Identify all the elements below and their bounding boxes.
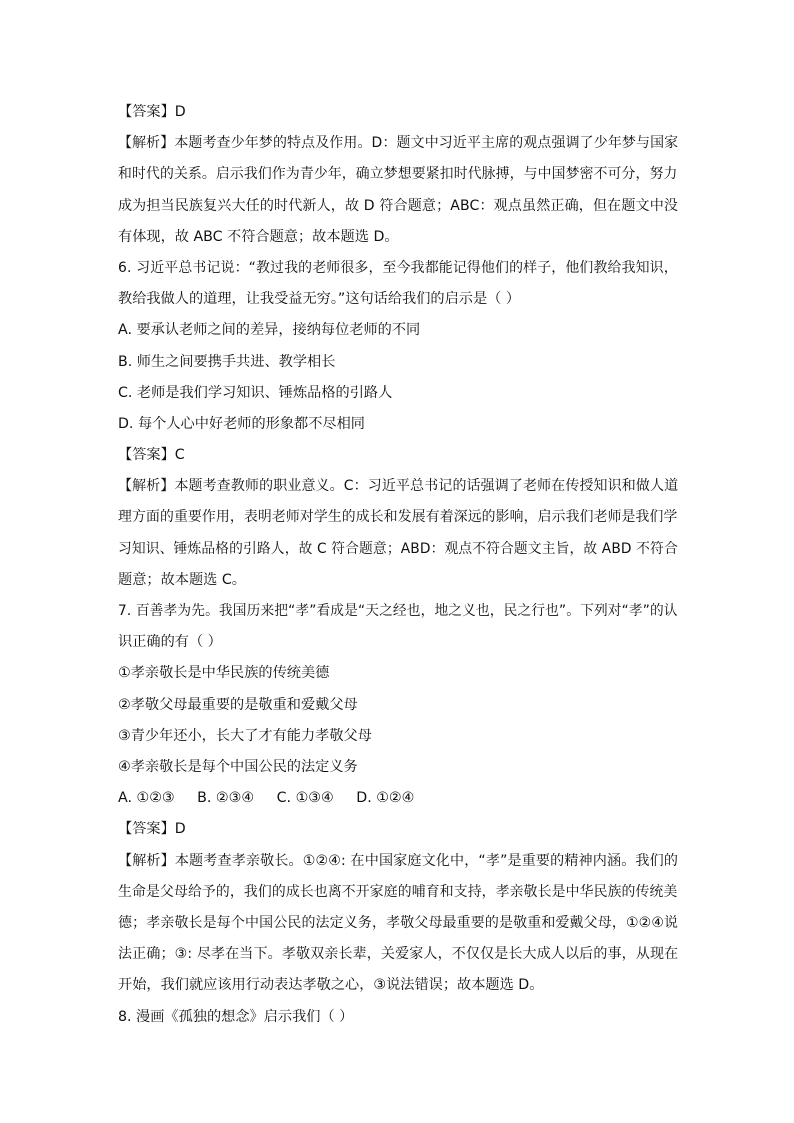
q5-analysis-line-3: 成为担当民族复兴大任的时代新人，故 D 符合题意；ABC：观点虽然正确，但在题文中没 (118, 198, 679, 214)
q6-stem-line-1: 6. 习近平总书记说：“教过我的老师很多，至今我都能记得他们的样子，他们教给我知识， (118, 260, 678, 276)
q6-option-b: B. 师生之间要携手共进、教学相长 (118, 354, 336, 370)
q6-analysis-line-4: 题意；故本题选 C。 (118, 572, 246, 588)
q7-answer: 【答案】D (118, 821, 186, 837)
q7-statement-4: ④孝亲敬长是每个中国公民的法定义务 (118, 759, 358, 775)
q7-statement-2: ②孝敬父母最重要的是敬重和爱戴父母 (118, 697, 358, 713)
q7-analysis-line-1: 【解析】本题考查孝亲敬长。①②④: 在中国家庭文化中，“孝”是重要的精神内涵。我们的 (118, 853, 679, 869)
q7-options: A. ①②③ B. ②③④ C. ①③④ D. ①②④ (118, 790, 415, 806)
q7-stem-line-2: 识正确的有（ ） (118, 634, 222, 650)
q5-analysis-line-2: 和时代的关系。启示我们作为青少年，确立梦想要紧扣时代脉搏，与中国梦密不可分，努力 (118, 166, 678, 182)
q6-analysis-line-1: 【解析】本题考查教师的职业意义。C：习近平总书记的话强调了老师在传授知识和做人道 (118, 478, 679, 494)
q7-statement-1: ①孝亲敬长是中华民族的传统美德 (118, 665, 330, 681)
q6-analysis-line-2: 理方面的重要作用，表明老师对学生的成长和发展有着深远的影响，启示我们老师是我们学 (118, 509, 678, 525)
q6-option-c: C. 老师是我们学习知识、锤炼品格的引路人 (118, 385, 393, 401)
q5-analysis-line-1: 【解析】本题考查少年梦的特点及作用。D：题文中习近平主席的观点强调了少年梦与国家 (118, 135, 679, 151)
q7-stem-line-1: 7. 百善孝为先。我国历来把“孝”看成是“天之经也，地之义也，民之行也”。下列对“孝”的认 (118, 603, 678, 619)
q5-answer: 【答案】D (118, 104, 186, 120)
q5-analysis-line-4: 有体现，故 ABC 不符合题意；故本题选 D。 (118, 229, 399, 245)
q7-analysis-line-4: 法正确；③: 尽孝在当下。孝敬双亲长辈，关爱家人，不仅仅是长大成人以后的事，从现在 (118, 946, 679, 962)
q7-analysis-line-3: 德；孝亲敬长是每个中国公民的法定义务，孝敬父母最重要的是敬重和爱戴父母，①②④说 (118, 915, 679, 931)
q6-option-a: A. 要承认老师之间的差异，接纳每位老师的不同 (118, 322, 421, 338)
q7-statement-3: ③青少年还小，长大了才有能力孝敬父母 (118, 728, 372, 744)
q6-answer: 【答案】C (118, 447, 185, 463)
q6-option-d: D. 每个人心中好老师的形象都不尽相同 (118, 416, 365, 432)
q6-analysis-line-3: 习知识、锤炼品格的引路人，故 C 符合题意；ABD：观点不符合题文主旨，故 ABD 不符合 (118, 541, 678, 557)
q6-stem-line-2: 教给我做人的道理，让我受益无穷。”这句话给我们的启示是（ ） (118, 291, 521, 307)
q7-analysis-line-2: 生命是父母给予的，我们的成长也离不开家庭的哺育和支持，孝亲敬长是中华民族的传统美 (118, 884, 678, 900)
q7-analysis-line-5: 开始，我们就应该用行动表达孝敬之心，③说法错误；故本题选 D。 (118, 977, 544, 993)
q8-stem: 8. 漫画《孤独的想念》启示我们（ ） (118, 1009, 354, 1025)
